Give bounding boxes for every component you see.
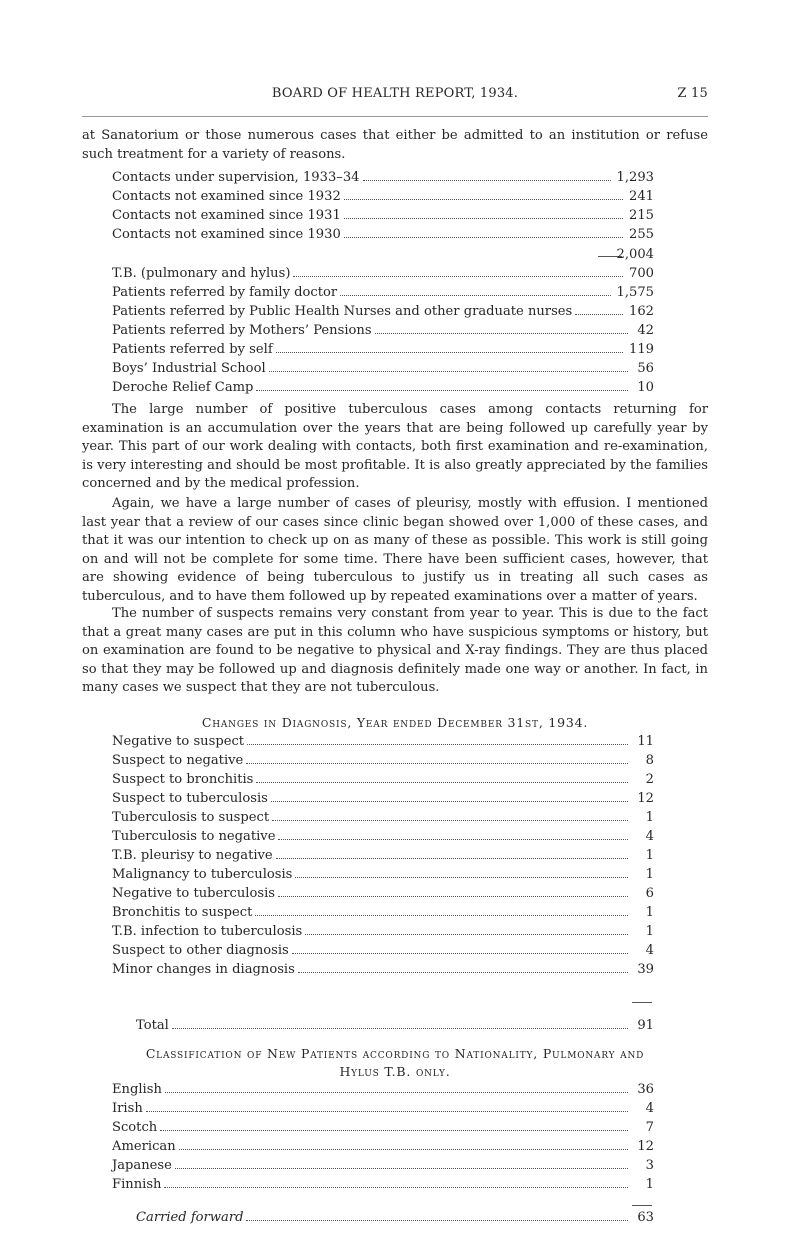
item-label: Tuberculosis to suspect [112, 810, 270, 825]
list-item [112, 867, 654, 886]
classification-heading-line1: Classification of New Patients according to Nationality, Pulmonary and [145, 1046, 645, 1061]
leader-dots [276, 858, 628, 859]
leader-dots [298, 972, 628, 973]
item-label: Patients referred by family doctor [112, 285, 338, 300]
list-item [112, 905, 654, 924]
list-item [112, 170, 654, 189]
item-value: 1 [645, 810, 654, 825]
item-value: 241 [629, 189, 654, 204]
list-item [112, 810, 654, 829]
leader-dots [276, 352, 623, 353]
item-label: Suspect to other diagnosis [112, 943, 289, 958]
leader-dots [165, 1092, 628, 1093]
leader-dots [575, 314, 623, 315]
item-value: 1 [645, 867, 654, 882]
leader-dots [293, 276, 623, 277]
leader-dots [340, 295, 610, 296]
list-item [112, 753, 654, 772]
paragraph-contacts: The large number of positive tuberculous cases among contacts returning for examination is an accumulation over the years that are being followed up carefully year by year. This part of our work dealing with contacts, both first examination and re-examination, is very interesting and should be most profitable. It is also greatly appreciated by the families concerned and by the medical profession. [82, 402, 708, 491]
leader-dots [344, 218, 623, 219]
changes-total [112, 1018, 654, 1037]
item-label: Minor changes in diagnosis [112, 962, 295, 977]
item-value: 119 [629, 342, 654, 357]
item-value: 3 [645, 1158, 654, 1173]
paragraph-suspects: The number of suspects remains very constant from year to year. This is due to the fact that a great many cases are put in this column who have suspicious symptoms or history, but on examination are found to be negative to physical and X-ray findings. They are thus placed so that they may be followed up and diagnosis definitely made one way or another. In fact, in many cases we suspect that they are not tuberculous. [82, 606, 708, 695]
item-label: Irish [112, 1101, 143, 1116]
leader-dots [255, 915, 628, 916]
leader-dots [164, 1187, 628, 1188]
item-value: 12 [637, 791, 654, 806]
item-label: Boys’ Industrial School [112, 361, 266, 376]
leader-dots [246, 763, 628, 764]
item-value: 700 [629, 266, 654, 281]
list-item [112, 1101, 654, 1120]
carried-forward [112, 1210, 654, 1229]
leader-dots [363, 180, 611, 181]
leader-dots [375, 333, 628, 334]
paragraph-pleurisy: Again, we have a large number of cases of pleurisy, mostly with effusion. I mentioned last year that a review of our cases since clinic began showed over 1,000 of these cases, and that it was our intention to check up on as many of these as possible. This work is still going on and will not be complete for some time. There have been sufficient cases, however, that are showing evidence of being tuberculous to justify us in treating all such cases as tuberculous, and to have them followed up by repeated examinations over a matter of years. [82, 496, 708, 604]
item-value: 56 [637, 361, 654, 376]
leader-dots [278, 839, 628, 840]
item-value: 162 [629, 304, 654, 319]
item-value: 1 [645, 848, 654, 863]
list-item [112, 829, 654, 848]
leader-dots [278, 896, 628, 897]
item-value: 255 [629, 227, 654, 242]
list-item [112, 227, 654, 246]
list-item [112, 734, 654, 753]
contacts-subtotal: 2,004 [616, 247, 654, 262]
classification-list [112, 1082, 654, 1196]
total-rule [632, 1002, 652, 1003]
item-value: 215 [629, 208, 654, 223]
item-value: 2 [645, 772, 654, 787]
item-value: 1,575 [616, 285, 654, 300]
leader-dots [146, 1111, 628, 1112]
item-value: 7 [645, 1120, 654, 1135]
page-header [82, 86, 708, 106]
item-value: 8 [645, 753, 654, 768]
referrals-list [112, 266, 654, 399]
item-value: 42 [637, 323, 654, 338]
leader-dots [175, 1168, 628, 1169]
carried-row [112, 1210, 654, 1229]
leader-dots [305, 934, 628, 935]
list-item [112, 1082, 654, 1101]
item-value: 1 [645, 1177, 654, 1192]
list-item [112, 772, 654, 791]
header-rule [82, 116, 708, 117]
list-item [112, 285, 654, 304]
item-label: Contacts not examined since 1931 [112, 208, 341, 223]
item-label: Suspect to negative [112, 753, 244, 768]
leader-dots [272, 820, 628, 821]
list-item [112, 943, 654, 962]
leader-dots [344, 237, 623, 238]
list-item [112, 342, 654, 361]
item-label: American [112, 1139, 176, 1154]
leader-dots [271, 801, 628, 802]
leader-dots [256, 390, 628, 391]
leader-dots [256, 782, 628, 783]
list-item [112, 848, 654, 867]
list-item [112, 323, 654, 342]
intro-paragraph: at Sanatorium or those numerous cases that either be admitted to an institution or refuse such treatment for a variety of reasons. [82, 128, 708, 162]
item-label: T.B. pleurisy to negative [112, 848, 273, 863]
list-item [112, 1120, 654, 1139]
total-value: 91 [637, 1018, 654, 1033]
list-item [112, 189, 654, 208]
list-item [112, 380, 654, 399]
leader-dots [160, 1130, 628, 1131]
item-label: Contacts under supervision, 1933–34 [112, 170, 360, 185]
list-item [112, 924, 654, 943]
item-label: Scotch [112, 1120, 158, 1135]
item-value: 39 [637, 962, 654, 977]
item-label: Suspect to bronchitis [112, 772, 254, 787]
leader-dots [295, 877, 628, 878]
report-title: BOARD OF HEALTH REPORT, 1934. [271, 86, 519, 101]
contacts-list [112, 170, 654, 246]
item-label: Patients referred by Public Health Nurses and other graduate nurses [112, 304, 573, 319]
item-label: Negative to tuberculosis [112, 886, 276, 901]
leader-dots [344, 199, 623, 200]
changes-list [112, 734, 654, 981]
page-number: Z 15 [677, 86, 708, 101]
list-item [112, 361, 654, 380]
item-label: Contacts not examined since 1930 [112, 227, 341, 242]
leader-dots [269, 371, 628, 372]
item-label: Deroche Relief Camp [112, 380, 254, 395]
item-value: 4 [645, 1101, 654, 1116]
item-value: 1 [645, 905, 654, 920]
list-item [112, 208, 654, 227]
list-item [112, 1139, 654, 1158]
leader-dots [292, 953, 628, 954]
carried-rule [632, 1205, 652, 1206]
list-item [112, 791, 654, 810]
item-label: T.B. infection to tuberculosis [112, 924, 303, 939]
item-value: 4 [645, 829, 654, 844]
leader-dots [247, 744, 628, 745]
list-item [112, 304, 654, 323]
list-item [112, 886, 654, 905]
item-value: 1,293 [616, 170, 654, 185]
list-item [112, 1158, 654, 1177]
carried-label: Carried forward [136, 1210, 244, 1225]
item-value: 12 [637, 1139, 654, 1154]
item-label: Finnish [112, 1177, 162, 1192]
list-item [112, 1177, 654, 1196]
item-label: T.B. (pulmonary and hylus) [112, 266, 291, 281]
item-value: 36 [637, 1082, 654, 1097]
item-label: Patients referred by Mothers’ Pensions [112, 323, 372, 338]
item-label: Contacts not examined since 1932 [112, 189, 341, 204]
list-item [112, 962, 654, 981]
leader-dots [172, 1028, 628, 1029]
item-label: Bronchitis to suspect [112, 905, 253, 920]
item-label: English [112, 1082, 162, 1097]
changes-heading: Changes in Diagnosis, Year ended December 31st, 1934. [201, 715, 589, 730]
classification-heading-line2: Hylus T.B. only. [339, 1064, 451, 1079]
leader-dots [179, 1149, 628, 1150]
item-value: 4 [645, 943, 654, 958]
item-value: 11 [637, 734, 654, 749]
item-label: Malignancy to tuberculosis [112, 867, 293, 882]
item-label: Suspect to tuberculosis [112, 791, 268, 806]
item-value: 10 [637, 380, 654, 395]
total-label: Total [136, 1018, 169, 1033]
item-label: Patients referred by self [112, 342, 273, 357]
leader-dots [246, 1220, 628, 1221]
item-value: 6 [645, 886, 654, 901]
list-item [112, 266, 654, 285]
item-value: 1 [645, 924, 654, 939]
total-row [112, 1018, 654, 1037]
item-label: Tuberculosis to negative [112, 829, 276, 844]
item-label: Japanese [112, 1158, 172, 1173]
item-label: Negative to suspect [112, 734, 245, 749]
carried-value: 63 [637, 1210, 654, 1225]
